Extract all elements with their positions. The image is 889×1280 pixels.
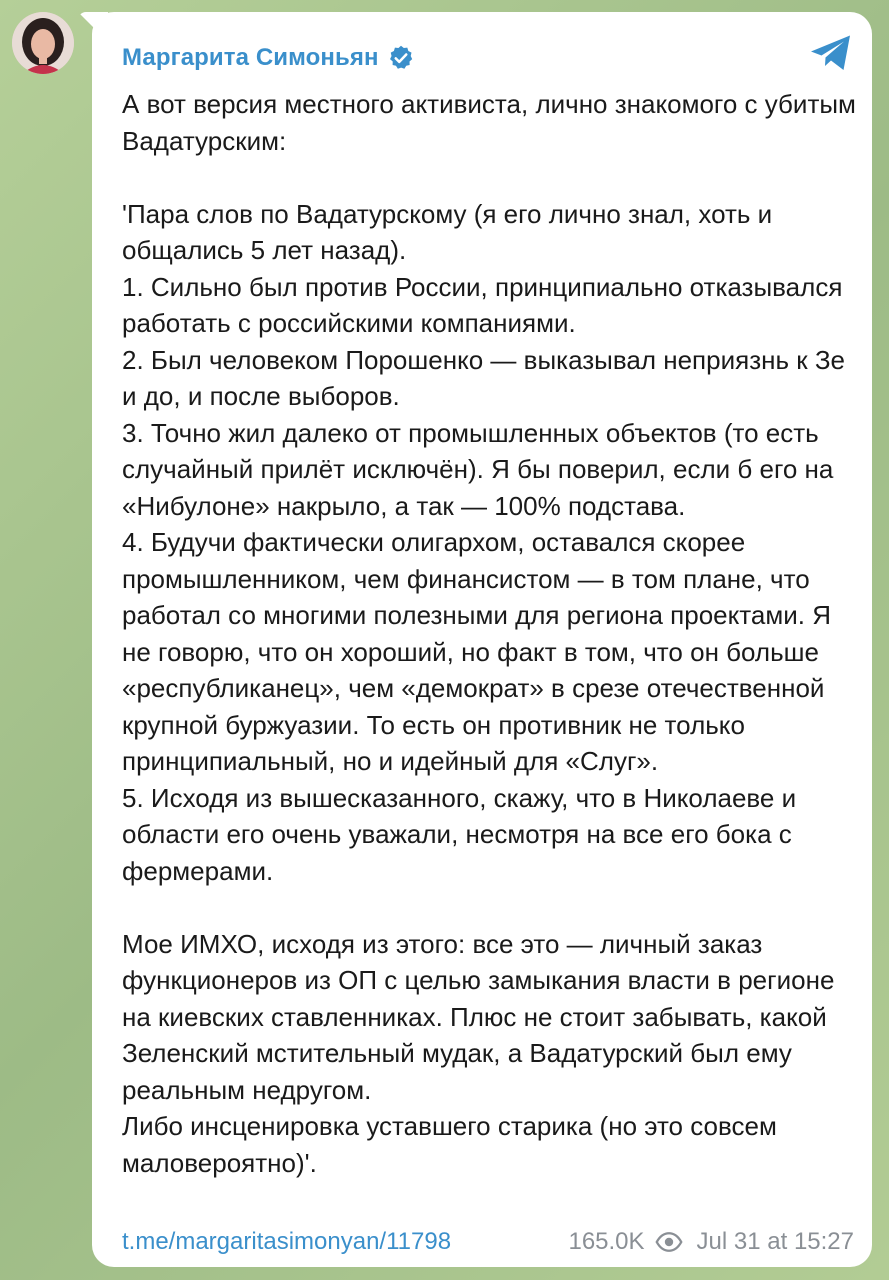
message-meta	[568, 1228, 854, 1256]
avatar-photo	[12, 12, 74, 74]
author-name[interactable]: Маргарита Симоньян	[122, 44, 379, 71]
message-footer	[122, 1224, 854, 1260]
avatar[interactable]	[12, 12, 74, 74]
message-header	[122, 38, 415, 78]
eye-icon	[655, 1228, 683, 1256]
post-date: Jul 31 at 15:27	[696, 1228, 854, 1255]
message-text: А вот версия местного активиста, лично знакомого с убитым Вадатурским: 'Пара слов по Вадатурскому (я его лично знал, хоть и общались 5 лет назад). 1. Сильно был против России, принципиально отказывался работать с российскими компаниями. 2. Был человеком Порошенко — выказывал неприязнь к Зе и до, и после выборов. 3. Точно жил далеко от промышленных объектов (то есть случайный прилёт исключён). Я бы поверил, если б его на «Нибулоне» накрыло, а так — 100% подстава. 4. Будучи фактически олигархом, оставался скорее промышленником, чем финансистом — в том плане, что работал со многими полезными для региона проектами. Я не говорю, что он хороший, но факт в том, что он больше «республиканец», чем «демократ» в срезе отечественной крупной буржуазии. То есть он противник не только принципиальный, но и идейный для «Слуг». 5. Исходя из вышесказанного, скажу, что в Николаеве и области его очень уважали, несмотря на все его бока с фермерами. Мое ИМХО, исходя из этого: все это — личный заказ функционеров из ОП с целью замыкания власти в регионе на киевских ставленниках. Плюс не стоит забывать, какой Зеленский мстительный мудак, а Вадатурский был ему реальным недругом. Либо инсценировка уставшего старика (но это совсем маловероятно)'.	[122, 89, 856, 1178]
view-count: 165.0K	[568, 1228, 645, 1255]
telegram-share-icon[interactable]	[808, 30, 854, 76]
verified-badge-icon	[387, 44, 415, 72]
message-bubble	[92, 12, 872, 1267]
post-link[interactable]: t.me/margaritasimonyan/11798	[122, 1228, 452, 1255]
